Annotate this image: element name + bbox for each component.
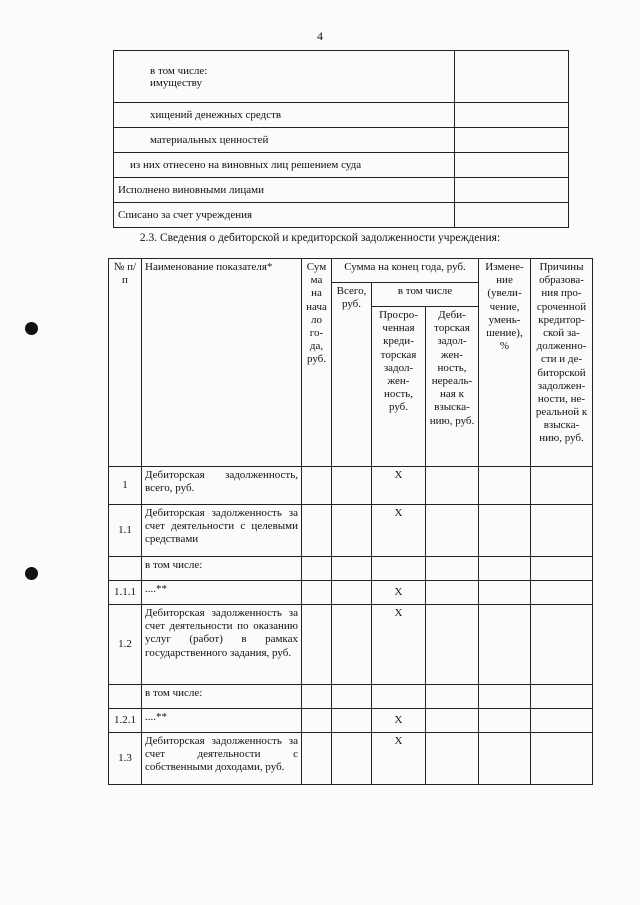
top-table [113,50,569,228]
header-start-sum: Сум ма на нача ло го- да, руб. [302,259,332,467]
row-num [109,557,142,581]
punch-hole-mark [25,567,38,580]
page-number: 4 [317,29,323,43]
header-total: Всего, руб. [332,283,372,467]
value-cell [455,103,569,128]
row-label: Исполнено виновными лицами [118,184,264,196]
row-name: Дебиторская задолженность, всего, руб. [142,467,302,505]
row-num: 1.2.1 [109,709,142,733]
row-num: 1.1.1 [109,581,142,605]
row-mark: X [372,505,426,557]
row-name: ....** [142,709,302,733]
value-cell [455,203,569,228]
row-label: материальных ценностей [150,134,269,146]
top-table-row [114,153,455,178]
header-name: Наименование показателя* [142,259,302,467]
row-num: 1 [109,467,142,505]
row-num: 1.3 [109,733,142,785]
header-overdue: Просро- ченная креди- торская задол- жен- ность, руб. [372,307,426,467]
row-mark: X [372,467,426,505]
header-bad-debt: Деби- торская задол- жен- ность, нереаль- ная к взыска- нию, руб. [426,307,479,467]
row-name: Дебиторская задолженность за счет деятельности по оказанию услуг (работ) в рамках государственного задания, руб. [142,605,302,685]
row-mark: X [372,733,426,785]
value-cell [455,153,569,178]
section-caption: 2.3. Сведения о дебиторской и кредиторской задолженности учреждения: [139,232,501,244]
row-mark: X [372,605,426,685]
row-num: 1.1 [109,505,142,557]
header-including: в том числе [372,283,479,307]
row-mark: X [372,709,426,733]
row-name: Дебиторская задолженность за счет деятельности с целевыми средствами [142,505,302,557]
top-table-row [114,203,455,228]
top-table-row [114,128,455,153]
header-reasons: Причины образова- ния про- сроченной кредитор- ской за- долженно- сти и де- биторской задолжен- ности, не- реальной к взыска- нию, руб. [531,259,593,467]
value-cell [455,51,569,103]
top-table-row [114,178,455,203]
row-label-line: имуществу [150,76,202,89]
row-name: в том числе: [142,685,302,709]
row-label: хищений денежных средств [150,109,282,121]
row-name: ....** [142,581,302,605]
row-label: Списано за счет учреждения [118,209,253,221]
header-change: Измене- ние (увели- чение, умень- шение), % [479,259,531,467]
row-mark [372,557,426,581]
value-cell [455,128,569,153]
row-label-line: в том числе: [150,64,208,77]
value-cell [455,178,569,203]
row-name: в том числе: [142,557,302,581]
debt-table [108,258,593,785]
row-num: 1.2 [109,605,142,685]
row-mark: X [372,581,426,605]
row-label: из них отнесено на виновных лиц решением суда [130,159,362,171]
header-num: № п/п [109,259,142,467]
row-num [109,685,142,709]
punch-hole-mark [25,322,38,335]
top-table-row [114,103,455,128]
header-end-sum: Сумма на конец года, руб. [332,259,479,283]
row-name: Дебиторская задолженность за счет деятельности с собственными доходами, руб. [142,733,302,785]
top-table-row [114,51,455,103]
row-mark [372,685,426,709]
